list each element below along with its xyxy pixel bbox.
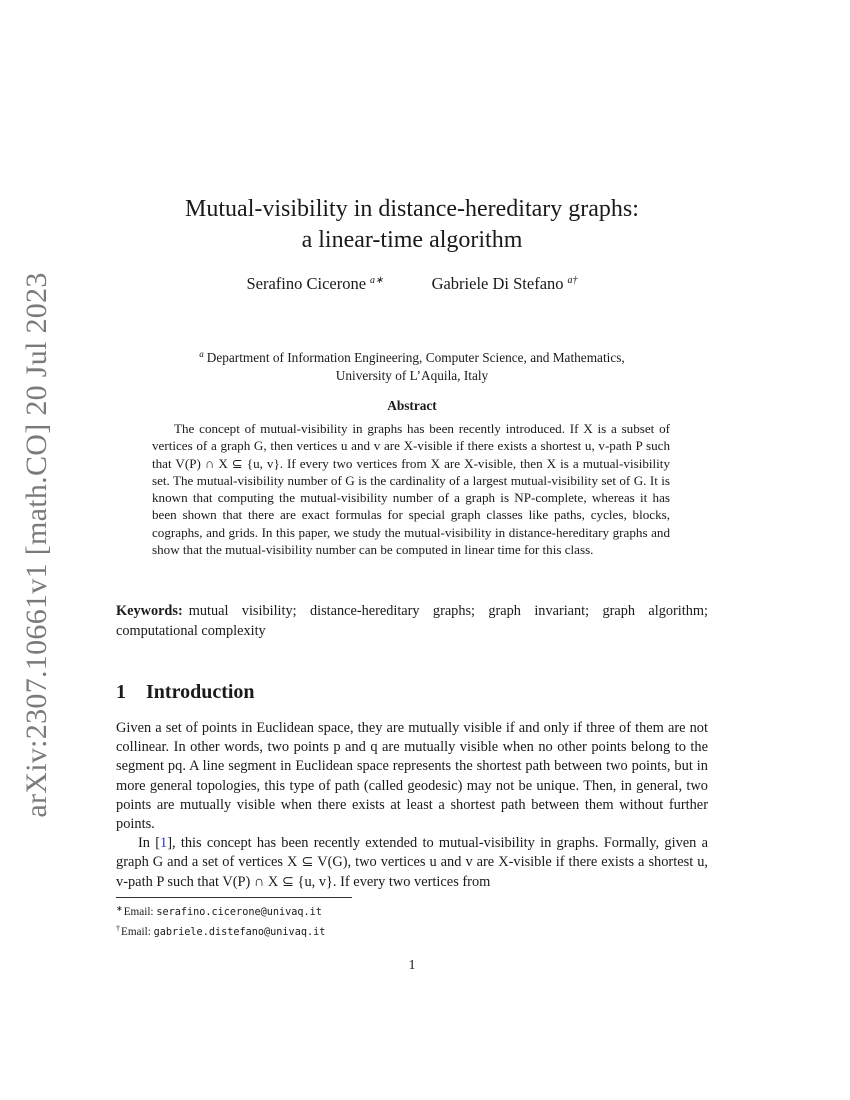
author-mark: a† bbox=[567, 275, 578, 286]
section-title: Introduction bbox=[146, 681, 255, 703]
page-number: 1 bbox=[408, 958, 416, 973]
author-name: Gabriele Di Stefano bbox=[431, 274, 564, 293]
paper-title bbox=[100, 194, 724, 256]
abstract-heading: Abstract bbox=[387, 398, 437, 413]
affiliation-line-1: $^a$ Department of Information Engineering, Computer Science, and Mathematics, bbox=[199, 349, 625, 365]
footnotes bbox=[116, 901, 708, 941]
author-2 bbox=[432, 274, 578, 294]
citation-link[interactable]: 1 bbox=[160, 835, 168, 852]
abstract-text: The concept of mutual-visibility in graphs has been recently introduced. If X is a subset of vertices of a graph G, then vertices u and v are X-visible if there exists a shortest u, v-path P such that V(P) ∩ X ⊆ {u, v}. If every two vertices from X are X-visible, then X is a mutual-visibility set. The mutual-visibility number of G is the cardinality of a largest mutual-visibility set of G. It is known that computing the mutual-visibility number of a graph is NP-complete, whereas it has been shown that there are exact formulas for special graph classes like paths, cycles, blocks, cographs, and grids. In this paper, we study the mutual-visibility in distance-hereditary graphs and show that the mutual-visibility number can be computed in linear time for this class. bbox=[152, 421, 670, 558]
author-mark: a∗ bbox=[370, 275, 384, 286]
title-line-2: a linear-time algorithm bbox=[301, 227, 523, 253]
author-list bbox=[100, 274, 724, 294]
affiliation-mark: a bbox=[199, 349, 204, 359]
title-line-1: Mutual-visibility in distance-hereditary graphs: bbox=[185, 196, 639, 222]
section-number: 1 bbox=[116, 681, 126, 703]
arxiv-identifier-stamp: arXiv:2307.10661v1 [math.CO] 20 Jul 2023 bbox=[20, 272, 53, 818]
footnote-2: †Email: gabriele.distefano@univaq.it bbox=[116, 924, 326, 938]
keywords-label: Keywords: bbox=[116, 603, 183, 619]
email-link[interactable]: serafino.cicerone@univaq.it bbox=[156, 907, 322, 918]
affiliation bbox=[120, 345, 704, 385]
affiliation-line-2: University of L’Aquila, Italy bbox=[335, 368, 489, 383]
author-1 bbox=[246, 274, 383, 294]
email-link[interactable]: gabriele.distefano@univaq.it bbox=[153, 927, 326, 938]
author-name: Serafino Cicerone bbox=[246, 274, 367, 293]
paragraph-2: In [1], this concept has been recently extended to mutual-visibility in graphs. Formally, given a graph G and a set of vertices X ⊆ V(G), two vertices u and v are X-visible if there exists a shortest u, v-path P such that V(P) ∩ X ⊆ {u, v}. If every two vertices from bbox=[116, 835, 708, 890]
keywords bbox=[116, 601, 708, 641]
keywords-text: mutual visibility; distance-hereditary graphs; graph invariant; graph algorithm; computational complexity bbox=[116, 603, 708, 639]
body-text bbox=[116, 719, 708, 892]
section-heading bbox=[116, 681, 255, 704]
footnote-divider bbox=[116, 897, 352, 898]
paragraph-1: Given a set of points in Euclidean space, they are mutually visible if and only if three of them are not collinear. In other words, two points p and q are mutually visible when no other points belong to the segment pq. A line segment in Euclidean space represents the shortest path between two points, but in more general topologies, this type of path (called geodesic) may not be unique. Then, in general, two points are mutually visible when there exists at least a shortest path between them without further points. bbox=[116, 720, 708, 833]
footnote-1: ∗Email: serafino.cicerone@univaq.it bbox=[116, 904, 322, 918]
